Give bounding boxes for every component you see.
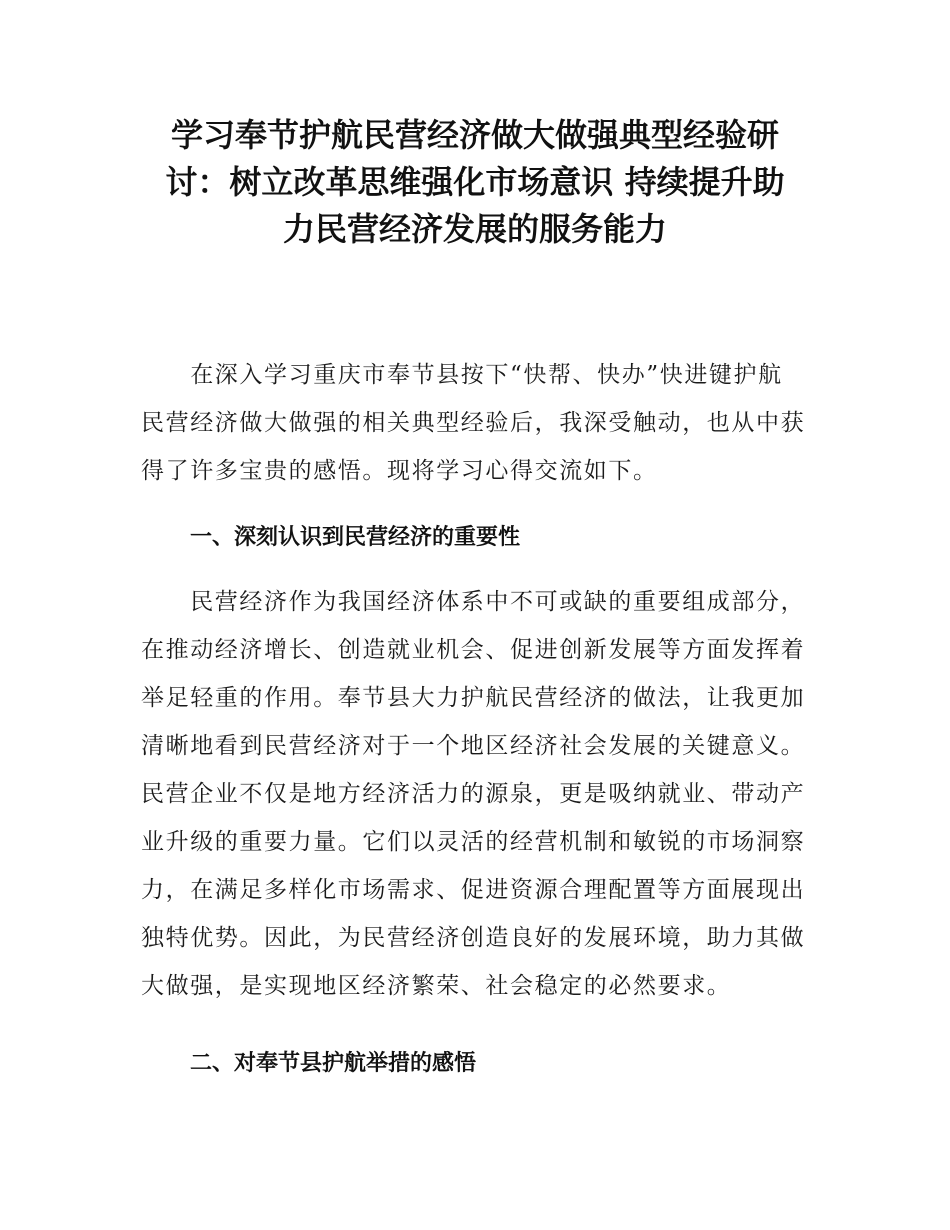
paragraph-line: 在推动经济增长、创造就业机会、促进创新发展等方面发挥着 <box>141 637 806 663</box>
paragraph-line: 大做强，是实现地区经济繁荣、社会稳定的必然要求。 <box>141 973 732 999</box>
title-line: 学习奉节护航民营经济做大做强典型经验研 <box>170 116 779 154</box>
section-heading-2: 二、对奉节县护航举措的感悟 <box>190 1051 477 1076</box>
paragraph-line: 民营经济做大做强的相关典型经验后，我深受触动，也从中获 <box>141 410 806 436</box>
title-line: 力民营经济发展的服务能力 <box>282 210 667 248</box>
intro-paragraph <box>141 351 813 495</box>
paragraph-line: 民营经济作为我国经济体系中不可或缺的重要组成部分， <box>141 589 806 615</box>
paragraph-line: 独特优势。因此，为民营经济创造良好的发展环境，助力其做 <box>141 925 806 951</box>
paragraph-line: 在深入学习重庆市奉节县按下“快帮、快办”快进键护航 <box>141 362 783 388</box>
paragraph-line: 清晰地看到民营经济对于一个地区经济社会发展的关键意义。 <box>141 733 806 759</box>
title-line: 讨：树立改革思维强化市场意识 持续提升助 <box>165 163 785 201</box>
paragraph-line: 业升级的重要力量。它们以灵活的经营机制和敏锐的市场洞察 <box>141 829 806 855</box>
document-title <box>140 112 810 253</box>
section-1-paragraph <box>141 578 813 1010</box>
paragraph-line: 民营企业不仅是地方经济活力的源泉，更是吸纳就业、带动产 <box>141 781 806 807</box>
paragraph-line: 举足轻重的作用。奉节县大力护航民营经济的做法，让我更加 <box>141 685 806 711</box>
paragraph-line: 力，在满足多样化市场需求、促进资源合理配置等方面展现出 <box>141 877 806 903</box>
section-heading-1: 一、深刻认识到民营经济的重要性 <box>190 525 521 550</box>
paragraph-line: 得了许多宝贵的感悟。现将学习心得交流如下。 <box>141 458 658 484</box>
